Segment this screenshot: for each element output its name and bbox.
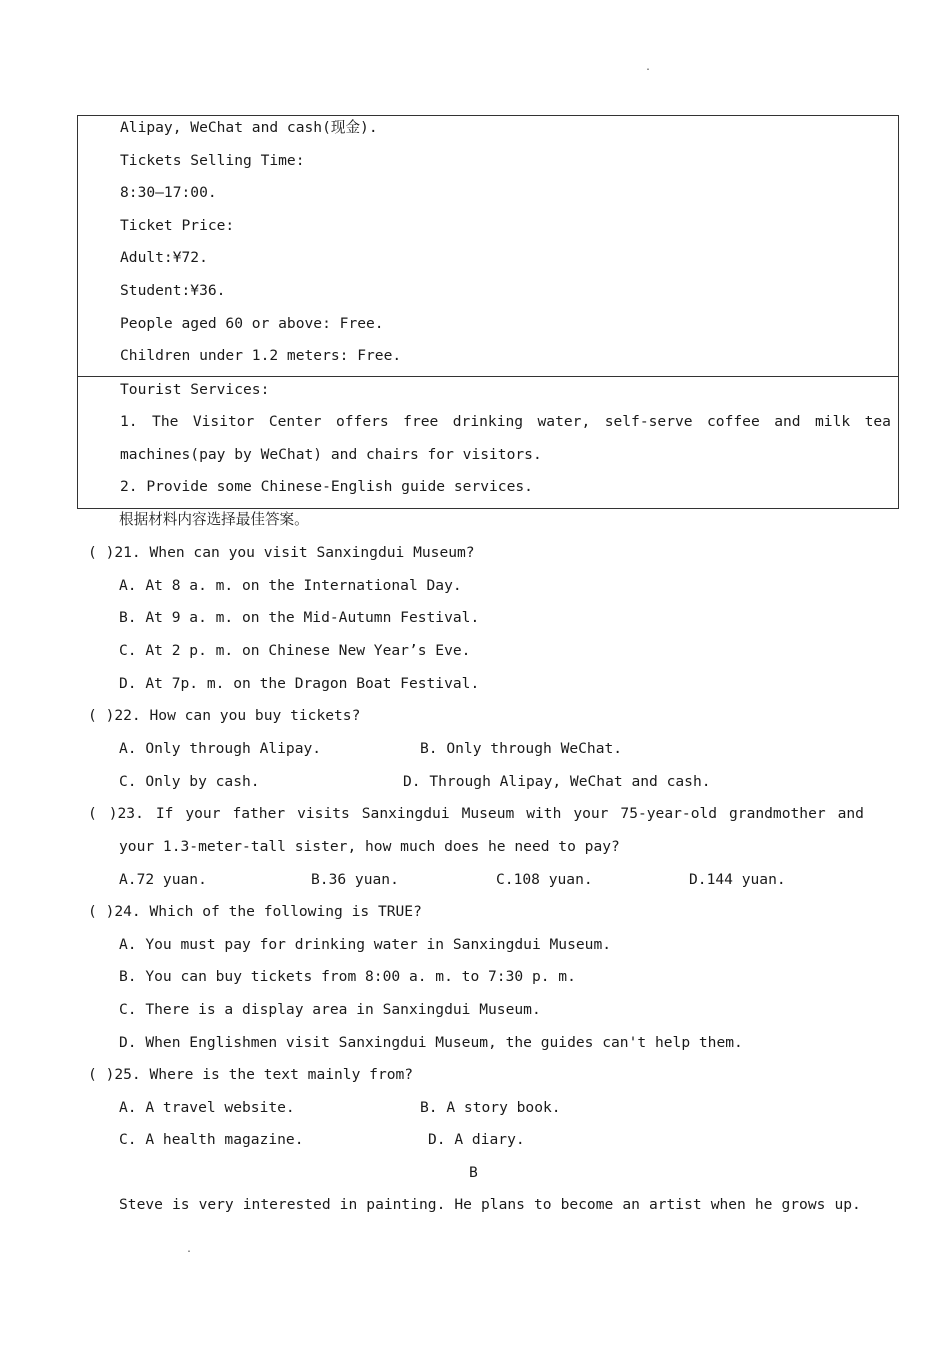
question-25-option-a: A. A travel website. (119, 1099, 295, 1116)
footer-dot: . (186, 1244, 193, 1255)
section-b-first-line: Steve is very interested in painting. He plans to become an artist when he grows up. (119, 1196, 861, 1213)
question-24-option-b: B. You can buy tickets from 8:00 a. m. to 7:30 p. m. (119, 968, 576, 985)
services-item-1: 1. The Visitor Center offers free drinking water, self-serve coffee and milk tea (120, 413, 891, 430)
question-22-option-c: C. Only by cash. (119, 773, 260, 790)
services-title: Tourist Services: (120, 381, 270, 398)
question-25-option-b: B. A story book. (420, 1099, 561, 1116)
section-b-heading: B (469, 1164, 478, 1181)
question-24-option-d: D. When Englishmen visit Sanxingdui Museum, the guides can't help them. (119, 1034, 743, 1051)
question-22-option-a: A. Only through Alipay. (119, 740, 322, 757)
children-price: Children under 1.2 meters: Free. (120, 347, 402, 364)
question-22-option-b: B. Only through WeChat. (420, 740, 623, 757)
question-24-option-c: C. There is a display area in Sanxingdui Museum. (119, 1001, 541, 1018)
question-21-option-a: A. At 8 a. m. on the International Day. (119, 577, 462, 594)
question-23-stem: ( )23. If your father visits Sanxingdui Museum with your 75-year-old grandmother and (88, 805, 864, 822)
tourist-services-box (77, 376, 899, 509)
question-23-option-b: B.36 yuan. (311, 871, 399, 888)
question-24-option-a: A. You must pay for drinking water in Sanxingdui Museum. (119, 936, 612, 953)
question-22-option-d: D. Through Alipay, WeChat and cash. (403, 773, 711, 790)
question-25-option-c: C. A health magazine. (119, 1131, 304, 1148)
selling-time-label: Tickets Selling Time: (120, 152, 305, 169)
services-item-2: 2. Provide some Chinese-English guide services. (120, 478, 533, 495)
question-21-option-d: D. At 7p. m. on the Dragon Boat Festival. (119, 675, 480, 692)
question-25-option-d: D. A diary. (428, 1131, 525, 1148)
question-21-option-c: C. At 2 p. m. on Chinese New Year’s Eve. (119, 642, 471, 659)
adult-price: Adult:¥72. (120, 249, 208, 266)
question-21-stem: ( )21. When can you visit Sanxingdui Museum? (88, 544, 475, 561)
student-price: Student:¥36. (120, 282, 226, 299)
question-23-stem-cont: your 1.3-meter-tall sister, how much does he need to pay? (119, 838, 620, 855)
instruction: 根据材料内容选择最佳答案。 (119, 511, 309, 528)
ticket-info-box (77, 115, 899, 377)
question-23-option-c: C.108 yuan. (496, 871, 593, 888)
question-21-option-b: B. At 9 a. m. on the Mid-Autumn Festival. (119, 609, 480, 626)
question-22-stem: ( )22. How can you buy tickets? (88, 707, 361, 724)
ticket-price-label: Ticket Price: (120, 217, 235, 234)
services-item-1-cont: machines(pay by WeChat) and chairs for visitors. (120, 446, 542, 463)
question-23-option-a: A.72 yuan. (119, 871, 207, 888)
senior-price: People aged 60 or above: Free. (120, 315, 384, 332)
question-24-stem: ( )24. Which of the following is TRUE? (88, 903, 422, 920)
selling-time-value: 8:30—17:00. (120, 184, 217, 201)
header-dot: . (645, 62, 652, 73)
payment-methods-text: Alipay, WeChat and cash(现金). (120, 119, 378, 136)
question-25-stem: ( )25. Where is the text mainly from? (88, 1066, 414, 1083)
question-23-option-d: D.144 yuan. (689, 871, 786, 888)
